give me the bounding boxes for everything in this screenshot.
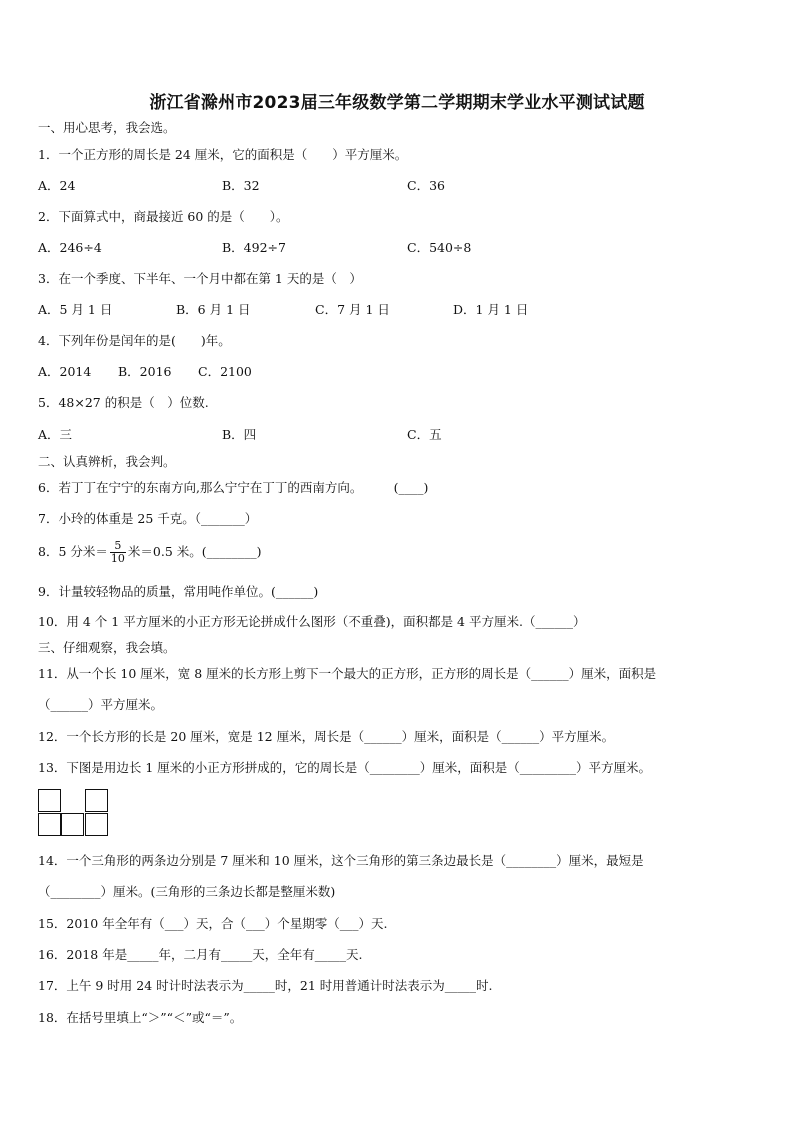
square-figure [38,789,112,839]
square-cell [85,789,108,812]
q5-option-a: A．三 [38,427,73,442]
question-14-line-1: 14．一个三角形的两条边分别是 7 厘米和 10 厘米，这个三角形的第三条边最长是（________）厘米，最短是 [38,853,644,868]
question-16: 16．2018 年是_____年，二月有_____天，全年有_____天. [38,947,363,962]
q8-suffix: 米＝0.5 米。(________) [127,544,262,559]
q1-option-a: A．24 [38,178,76,193]
q8-prefix: 8．5 分米＝ [38,544,108,559]
question-12: 12．一个长方形的长是 20 厘米，宽是 12 厘米，周长是（______）厘米，面积是（______）平方厘米。 [38,729,615,744]
question-4: 4．下列年份是闰年的是( )年。 [38,333,231,348]
question-9: 9．计量较轻物品的质量，常用吨作单位。(______) [38,584,319,599]
square-cell [38,789,61,812]
q4-option-c: C．2100 [198,364,252,379]
q5-option-c: C．五 [407,427,442,442]
question-15: 15．2010 年全年有（___）天，合（___）个星期零（___）天. [38,916,388,931]
q4-option-b: B．2016 [118,364,172,379]
question-11-line-2: （______）平方厘米。 [38,697,164,712]
q3-option-a: A．5 月 1 日 [38,302,113,317]
q2-option-b: B．492÷7 [222,240,286,255]
q2-option-c: C．540÷8 [407,240,472,255]
question-13: 13．下图是用边长 1 厘米的小正方形拼成的，它的周长是（________）厘米，面积是（_________）平方厘米。 [38,760,652,775]
q3-option-c: C．7 月 1 日 [315,302,390,317]
question-7: 7．小玲的体重是 25 千克。（_______） [38,511,258,526]
q3-option-b: B．6 月 1 日 [176,302,251,317]
section-1-heading: 一、用心思考，我会选。 [38,120,176,135]
question-11-line-1: 11．从一个长 10 厘米，宽 8 厘米的长方形上剪下一个最大的正方形，正方形的周长是（______）厘米，面积是 [38,666,657,681]
q8-fraction [110,540,126,565]
q3-option-d: D．1 月 1 日 [453,302,529,317]
page-title: 浙江省滁州市2023届三年级数学第二学期期末学业水平测试试题 [149,93,645,113]
question-14-line-2: （________）厘米。(三角形的三条边长都是整厘米数) [38,884,336,899]
square-cell [61,813,84,836]
question-3: 3．在一个季度、下半年、一个月中都在第 1 天的是（ ） [38,271,362,286]
q5-option-b: B．四 [222,427,257,442]
section-3-heading: 三、仔细观察，我会填。 [38,640,176,655]
question-18: 18．在括号里填上“＞”“＜”或“＝”。 [38,1010,243,1025]
question-5: 5．48×27 的积是（ ）位数. [38,395,209,410]
question-6: 6．若丁丁在宁宁的东南方向,那么宁宁在丁丁的西南方向。 (____) [38,480,429,495]
q8-denominator: 10 [110,552,125,565]
section-2-heading: 二、认真辨析，我会判。 [38,454,176,469]
q1-option-b: B．32 [222,178,260,193]
question-1: 1．一个正方形的周长是 24 厘米，它的面积是（ ）平方厘米。 [38,147,408,162]
q2-option-a: A．246÷4 [38,240,102,255]
square-cell [85,813,108,836]
question-2: 2．下面算式中，商最接近 60 的是（ ）。 [38,209,289,224]
question-10: 10．用 4 个 1 平方厘米的小正方形无论拼成什么图形（不重叠)，面积都是 4 平方厘米.（______） [38,614,586,629]
q8-numerator: 5 [110,540,126,553]
q4-option-a: A．2014 [38,364,92,379]
square-cell [38,813,61,836]
question-8 [38,537,262,567]
question-17: 17．上午 9 时用 24 时计时法表示为_____时，21 时用普通计时法表示为_____时. [38,978,493,993]
q1-option-c: C．36 [407,178,445,193]
